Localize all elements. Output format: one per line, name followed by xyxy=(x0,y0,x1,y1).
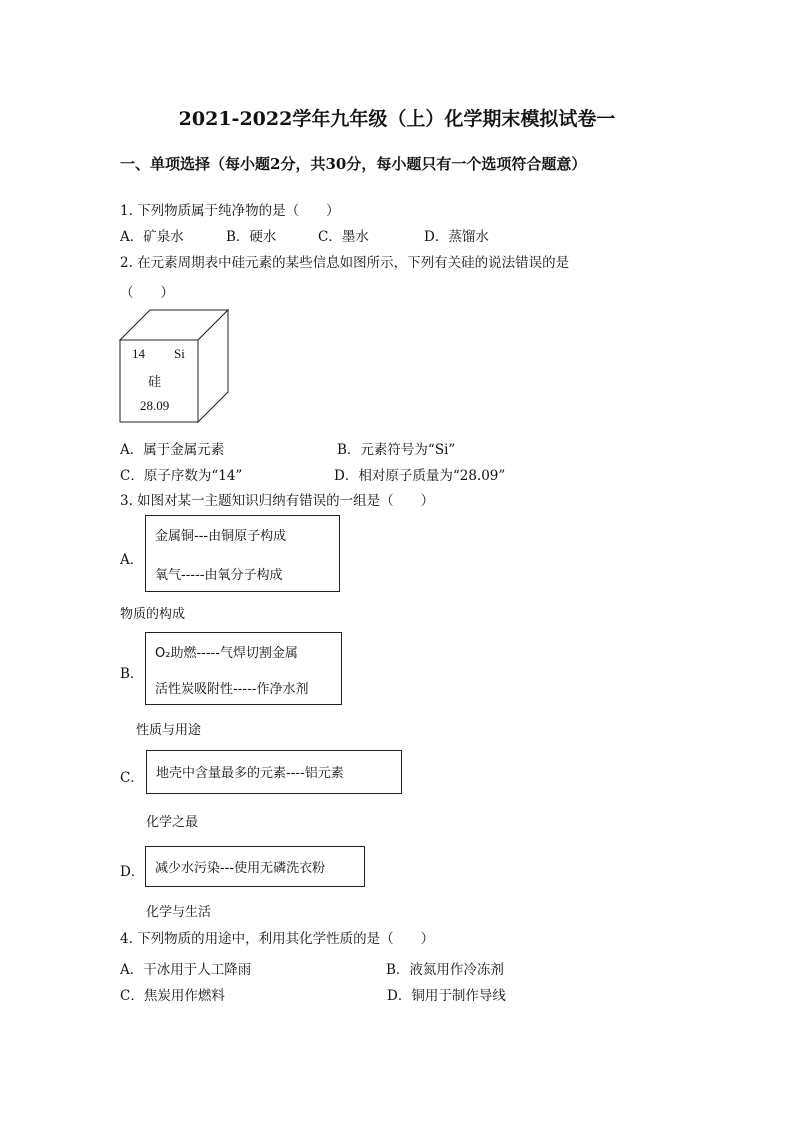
q3-option-b-box xyxy=(145,632,342,705)
q3-option-a-line-2: 氧气-----由氧分子构成 xyxy=(155,568,283,583)
q3-option-c-line-1: 地壳中含量最多的元素----铝元素 xyxy=(156,766,344,781)
q3-option-c-box xyxy=(146,750,402,794)
q3-option-b-line-2: 活性炭吸附性-----作净水剂 xyxy=(155,682,309,697)
q1-option-b: B．硬水 xyxy=(226,229,277,245)
q4-stem: 4. 下列物质的用途中，利用其化学性质的是（ ） xyxy=(120,931,435,947)
element-name: 硅 xyxy=(148,375,162,390)
q1-option-d: D．蒸馏水 xyxy=(424,229,489,245)
element-atomic-number: 14 xyxy=(132,346,145,361)
q3-option-a-line-1: 金属铜---由铜原子构成 xyxy=(155,529,287,544)
page-title: 2021-2022学年九年级（上）化学期末模拟试卷一 xyxy=(178,108,616,130)
q4-option-a: A．干冰用于人工降雨 xyxy=(120,962,252,978)
q3-option-b-caption: 性质与用途 xyxy=(136,723,202,738)
q2-option-b: B．元素符号为“Si” xyxy=(337,442,456,458)
q2-option-a: A．属于金属元素 xyxy=(120,442,225,458)
q4-option-c: C．焦炭用作燃料 xyxy=(120,988,225,1004)
q1-option-c: C．墨水 xyxy=(318,229,369,245)
q3-option-c-caption: 化学之最 xyxy=(146,815,199,830)
element-symbol: Si xyxy=(174,346,185,361)
q1-stem: 1. 下列物质属于纯净物的是（ ） xyxy=(120,203,340,219)
q4-option-d: D．铜用于制作导线 xyxy=(387,988,506,1004)
q2-option-d: D．相对原子质量为“28.09” xyxy=(334,468,506,484)
q1-option-a: A．矿泉水 xyxy=(120,229,184,245)
q3-option-b-letter: B． xyxy=(120,666,144,682)
q4-option-b: B．液氮用作冷冻剂 xyxy=(386,962,504,978)
element-atomic-mass: 28.09 xyxy=(140,398,170,413)
q3-option-d-caption: 化学与生活 xyxy=(146,905,212,920)
q3-option-c-letter: C． xyxy=(120,770,144,786)
q3-option-d-box xyxy=(145,846,365,887)
q3-stem: 3. 如图对某一主题知识归纳有错误的一组是（ ） xyxy=(120,493,435,509)
q3-option-a-letter: A． xyxy=(120,552,144,568)
q3-option-d-line-1: 减少水污染---使用无磷洗衣粉 xyxy=(155,861,326,876)
section-heading: 一、单项选择（每小题2分，共30分，每小题只有一个选项符合题意） xyxy=(120,155,587,173)
q3-option-b-line-1: O₂助燃-----气焊切割金属 xyxy=(155,646,298,661)
q2-stem: 2. 在元素周期表中硅元素的某些信息如图所示，下列有关硅的说法错误的是 xyxy=(120,255,570,271)
element-cube-figure xyxy=(118,308,230,424)
q2-option-c: C．原子序数为“14” xyxy=(120,468,243,484)
q3-option-a-box xyxy=(145,515,340,592)
q3-option-a-caption: 物质的构成 xyxy=(120,607,186,622)
q2-blank: （ ） xyxy=(120,285,174,301)
q3-option-d-letter: D． xyxy=(120,864,145,880)
